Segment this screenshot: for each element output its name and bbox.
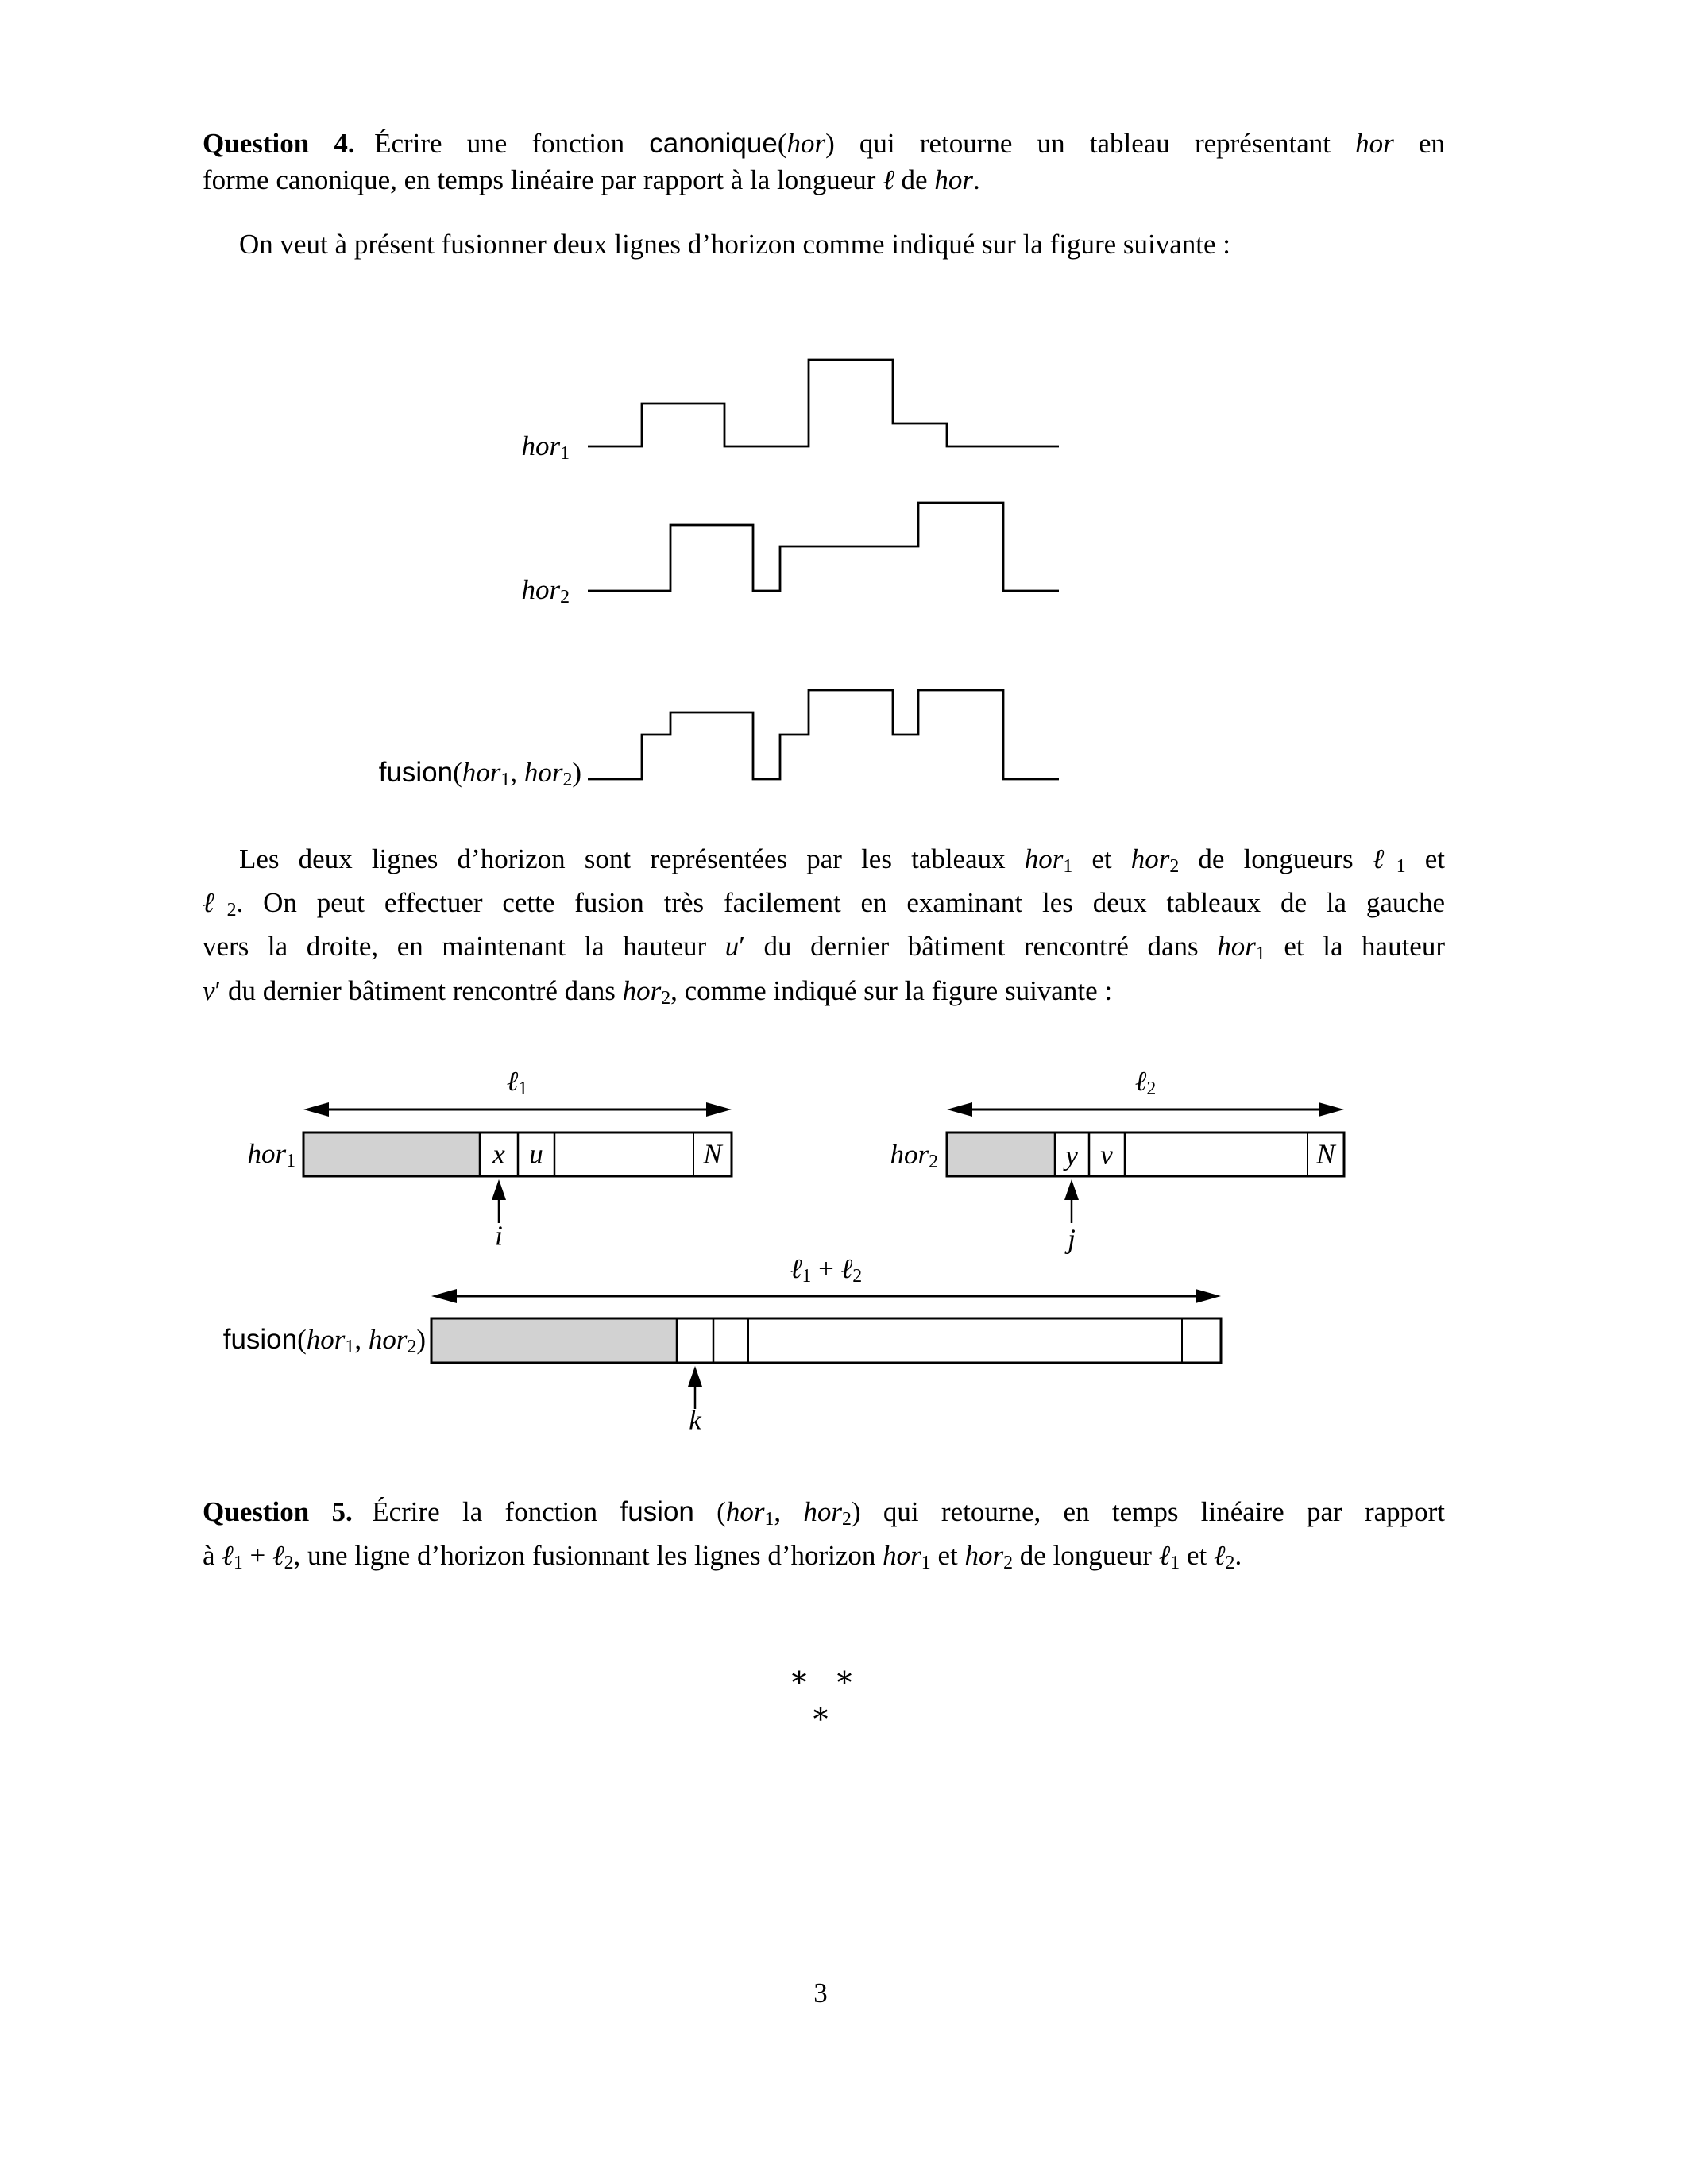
- text-segment: ,: [774, 1496, 804, 1527]
- text-segment: 2: [1003, 1553, 1013, 1574]
- text-segment: 1: [233, 1553, 243, 1574]
- cell-n2-value: N: [1316, 1138, 1335, 1170]
- text-segment: 2: [284, 1553, 294, 1574]
- fusion-array-gray-region: [431, 1318, 677, 1363]
- text-segment: 1: [764, 1509, 774, 1530]
- explanation-line-2: [203, 885, 1445, 928]
- text-segment: ℓ: [272, 1540, 284, 1572]
- text-segment: 1: [518, 1078, 528, 1100]
- text-segment: ) qui retourne un tableau représentant: [825, 128, 1356, 159]
- ell1-length-label: [507, 1067, 527, 1099]
- text-segment: . On peut effectuer cette fusion très facilement en examinant les deux tableaux de la gauche: [236, 887, 1446, 919]
- hor2-array: [947, 1102, 1344, 1223]
- text-segment: Question 4.: [203, 128, 355, 159]
- text-segment: de longueur: [1013, 1540, 1159, 1572]
- text-segment: ′: [739, 931, 745, 963]
- text-segment: en: [1393, 128, 1445, 159]
- text-segment: 1: [1170, 1553, 1180, 1574]
- text-segment: , une ligne d’horizon fusionnant les lignes d’horizon: [293, 1540, 883, 1572]
- question5-line-1: [203, 1494, 1445, 1538]
- text-segment: hor: [890, 1139, 929, 1170]
- figure1-hor1-label: [302, 428, 570, 472]
- text-segment: vers la droite, en maintenant la hauteur: [203, 931, 725, 963]
- text-segment: 2: [661, 987, 671, 1009]
- text-segment: de longueurs: [1179, 843, 1373, 874]
- text-segment: ,: [354, 1324, 369, 1355]
- question4-line-1: [203, 125, 1445, 162]
- text-segment: hor: [622, 974, 662, 1006]
- separator-asterisk: ∗: [810, 1697, 831, 1731]
- explanation-line-1: [203, 841, 1445, 885]
- ell2-length-label: [1135, 1067, 1156, 1099]
- text-segment: Écrire la fonction: [372, 1496, 620, 1527]
- text-segment: à: [203, 1540, 222, 1572]
- text-segment: ) qui retourne, en temps linéaire par rapport: [851, 1496, 1446, 1527]
- text-segment: et: [1405, 843, 1445, 874]
- text-segment: 1: [286, 1151, 295, 1172]
- text-segment: hor: [883, 1540, 921, 1572]
- text-segment: fusion: [378, 757, 454, 788]
- text-segment: 1: [1396, 856, 1406, 878]
- question5-paragraph: [203, 1494, 1445, 1581]
- text-segment: fusion: [222, 1324, 298, 1355]
- explanation-line-3: [203, 928, 1445, 972]
- pointer-j-label: j: [1068, 1223, 1076, 1255]
- figure2-hor1-label: [119, 1136, 295, 1179]
- text-segment: 1: [500, 770, 511, 791]
- text-segment: +: [242, 1540, 273, 1572]
- text-segment: du dernier bâtiment rencontré dans: [744, 931, 1218, 963]
- ell2-arrow-right-head: [1319, 1102, 1344, 1117]
- text-segment: hor: [368, 1324, 408, 1355]
- figure1-hor2-label: [302, 572, 570, 615]
- text-segment: (: [453, 757, 462, 788]
- text-segment: hor: [306, 1324, 346, 1355]
- question4-paragraph: [203, 125, 1445, 199]
- text-segment: ): [572, 757, 581, 788]
- text-segment: ℓ: [883, 164, 894, 195]
- text-segment: ℓ: [790, 1252, 802, 1284]
- text-segment: 1: [560, 443, 570, 465]
- text-segment: 2: [560, 587, 570, 608]
- text-segment: , comme indiqué sur la figure suivante :: [670, 974, 1113, 1006]
- text-segment: hor: [803, 1496, 843, 1527]
- text-segment: .: [972, 164, 980, 195]
- text-segment: ′: [214, 974, 222, 1006]
- hor2-skyline: [588, 503, 1059, 591]
- text-segment: ℓ: [840, 1252, 853, 1284]
- text-segment: 1: [802, 1266, 812, 1287]
- text-segment: ℓ: [1213, 1540, 1226, 1572]
- cell-n1-value: N: [703, 1138, 722, 1170]
- figure1-fusion-label: [262, 754, 581, 798]
- text-segment: 2: [562, 770, 573, 791]
- text-segment: 2: [1169, 856, 1180, 878]
- text-segment: ℓ: [203, 887, 227, 919]
- fusion-skyline: [588, 690, 1059, 779]
- ell2-arrow-left-head: [947, 1102, 972, 1117]
- text-segment: 2: [842, 1509, 852, 1530]
- text-segment: ℓ: [1158, 1540, 1171, 1572]
- cell-y-value: y: [1065, 1140, 1078, 1171]
- text-segment: 1: [1063, 856, 1073, 878]
- ell-sum-arrow-right-head: [1196, 1289, 1221, 1303]
- hor2-array-gray-region: [947, 1133, 1055, 1176]
- hor1-array-gray-region: [303, 1133, 480, 1176]
- text-segment: Les deux lignes d’horizon sont représentées par les tableaux: [239, 843, 1025, 874]
- intro-paragraph: [203, 226, 1445, 263]
- text-segment: hor: [725, 1496, 765, 1527]
- text-segment: (: [297, 1324, 307, 1355]
- text-segment: 2: [226, 900, 237, 921]
- text-segment: hor: [1355, 128, 1394, 159]
- explanation-line-4: [203, 973, 1445, 1017]
- text-segment: hor: [523, 757, 563, 788]
- text-segment: ℓ: [1134, 1065, 1147, 1097]
- text-segment: fusion: [620, 1496, 694, 1527]
- text-segment: de: [894, 164, 935, 195]
- text-segment: hor: [1130, 843, 1170, 874]
- text-segment: On veut à présent fusionner deux lignes d’horizon comme indiqué sur la figure suivante :: [239, 229, 1231, 260]
- pointer-k-label: k: [689, 1404, 701, 1436]
- text-segment: hor: [247, 1138, 287, 1169]
- cell-x-value: x: [492, 1138, 505, 1170]
- explanation-paragraph: [203, 841, 1445, 1017]
- intro-line-1: [203, 226, 1445, 263]
- text-segment: hor: [934, 164, 973, 195]
- cell-v-value: v: [1100, 1139, 1113, 1171]
- separator-asterisk: ∗: [834, 1661, 855, 1694]
- text-segment: Écrire une fonction: [374, 128, 650, 159]
- text-segment: 1: [1255, 943, 1265, 965]
- question5-line-2: [203, 1538, 1445, 1581]
- text-segment: hor: [964, 1540, 1004, 1572]
- text-segment: 2: [1146, 1078, 1157, 1100]
- text-segment: 2: [407, 1337, 417, 1358]
- text-segment: Question 5.: [203, 1496, 353, 1527]
- text-segment: ): [416, 1324, 426, 1355]
- text-segment: 2: [852, 1266, 863, 1287]
- text-segment: 2: [1225, 1553, 1235, 1574]
- text-segment: et: [1072, 843, 1131, 874]
- text-segment: ℓ: [1372, 843, 1396, 874]
- text-segment: ,: [510, 757, 524, 788]
- text-segment: forme canonique, en temps linéaire par rapport à la longueur: [203, 164, 883, 195]
- text-segment: et la hauteur: [1265, 931, 1446, 963]
- ell-sum-arrow-left-head: [431, 1289, 457, 1303]
- text-segment: hor: [462, 757, 501, 788]
- text-segment: 1: [921, 1553, 931, 1574]
- text-segment: v: [203, 974, 215, 1006]
- text-segment: hor: [1024, 843, 1064, 874]
- text-segment: 2: [929, 1152, 938, 1173]
- text-segment: et: [1180, 1540, 1214, 1572]
- ell-sum-length-label: [790, 1252, 863, 1287]
- text-segment: .: [1234, 1540, 1242, 1572]
- text-segment: 1: [345, 1337, 355, 1358]
- text-segment: u: [724, 931, 740, 963]
- figure2-fusion-label: [119, 1322, 426, 1365]
- text-segment: canonique: [649, 128, 778, 159]
- text-segment: +: [811, 1252, 841, 1284]
- fusion-array: [431, 1289, 1221, 1409]
- text-segment: (: [693, 1496, 726, 1527]
- hor1-array: [303, 1102, 732, 1223]
- ell1-arrow-right-head: [706, 1102, 732, 1117]
- text-segment: hor: [1217, 931, 1256, 963]
- text-segment: ℓ: [506, 1065, 519, 1097]
- text-segment: du dernier bâtiment rencontré dans: [221, 974, 623, 1006]
- text-segment: hor: [521, 430, 561, 461]
- text-segment: ℓ: [222, 1540, 234, 1572]
- pointer-i-label: i: [495, 1220, 503, 1252]
- cell-u-value: u: [529, 1138, 543, 1170]
- text-segment: hor: [521, 574, 561, 605]
- hor1-skyline: [588, 360, 1059, 446]
- page-number: 3: [813, 1978, 828, 2008]
- ell1-arrow-left-head: [303, 1102, 329, 1117]
- figure2-hor2-label: [755, 1136, 938, 1180]
- text-segment: (: [777, 128, 787, 159]
- text-segment: hor: [786, 128, 826, 159]
- question4-line-2: [203, 162, 1445, 199]
- text-segment: et: [930, 1540, 965, 1572]
- separator-asterisk: ∗: [789, 1661, 809, 1694]
